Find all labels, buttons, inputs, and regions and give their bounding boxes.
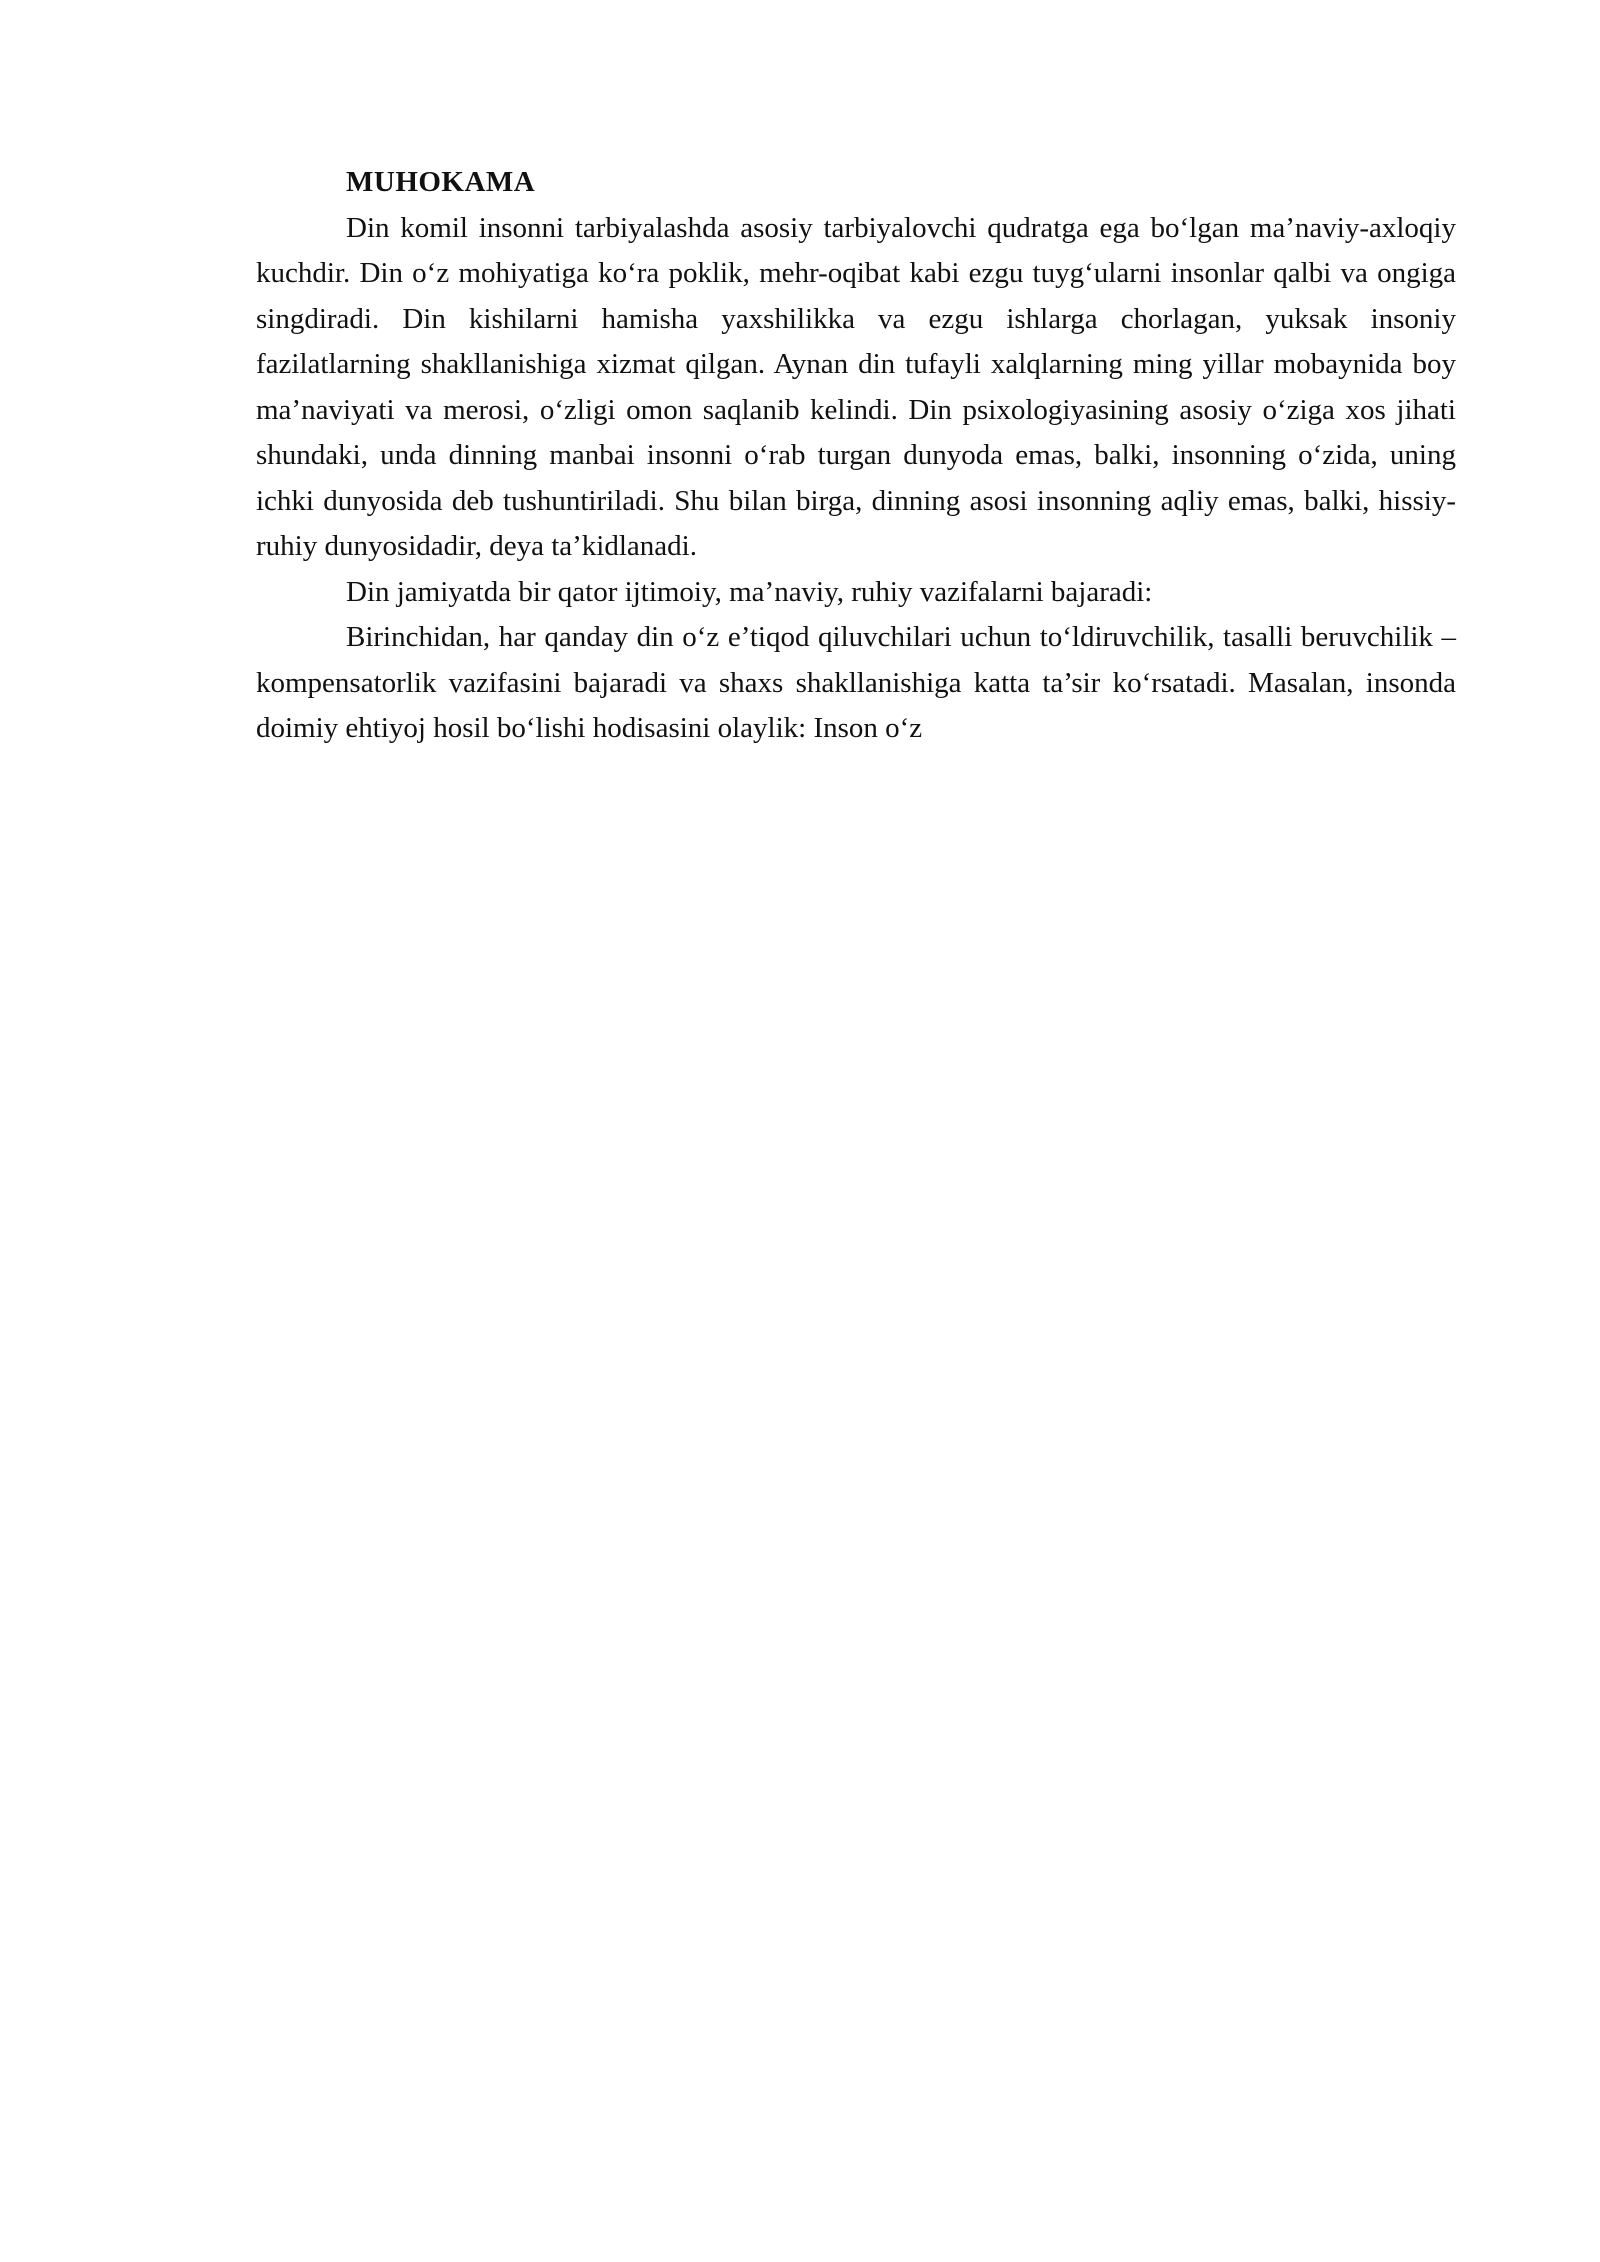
document-body xyxy=(256,160,1456,752)
paragraph-functions: Din jamiyatda bir qator ijtimoiy, ma’naviy, ruhiy vazifalarni bajaradi: xyxy=(346,575,1153,608)
section-heading: MUHOKAMA xyxy=(346,166,536,198)
paragraph-intro: Din komil insonni tarbiyalashda asosiy tarbiyalovchi qudratga ega bo‘lgan ma’naviy-axloqiy kuchdir. Din o‘z mohiyatiga ko‘ra poklik, mehr-oqibat kabi ezgu tuyg‘ularni insonlar qalbi va ongiga singdiradi. Din kishilarni hamisha yaxshilikka va ezgu ishlarga chorlagan, yuksak insoniy fazilatlarning shakllanishiga xizmat qilgan. Aynan din tufayli xalqlarning ming yillar mobaynida boy ma’naviyati va merosi, o‘zligi omon saqlanib kelindi. Din psixologiyasining asosiy o‘ziga xos jihati shundaki, unda dinning manbai insonni o‘rab turgan dunyoda emas, balki, insonning o‘zida, uning ichki dunyosida deb tushuntiriladi. Shu bilan birga, dinning asosi insonning aqliy emas, balki, hissiy-ruhiy dunyosidadir, deya ta’kidlanadi. xyxy=(256,211,1456,562)
paragraph-first-function: Birinchidan, har qanday din o‘z e’tiqod qiluvchilari uchun to‘ldiruvchilik, tasalli beruvchilik – kompensatorlik vazifasini bajaradi va shaxs shakllanishiga katta ta’sir ko‘rsatadi. Masalan, insonda doimiy ehtiyoj hosil bo‘lishi hodisasini olaylik: Inson o‘z xyxy=(256,621,1456,744)
